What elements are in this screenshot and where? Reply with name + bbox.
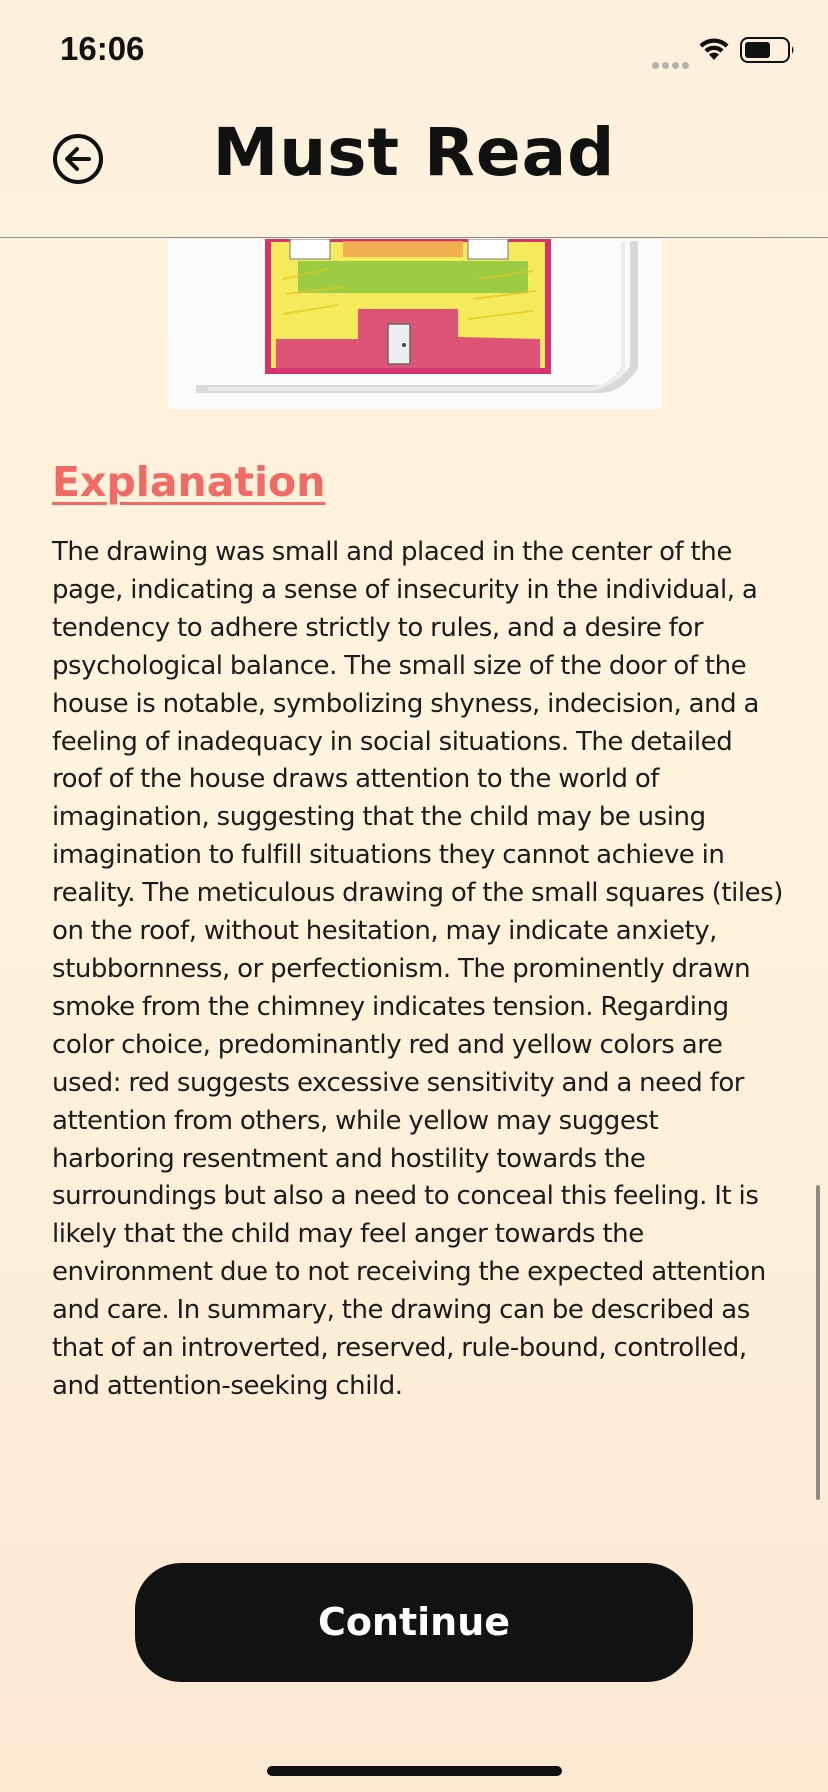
header: [0, 100, 828, 238]
battery-icon: [740, 37, 796, 63]
explanation-heading: Explanation: [52, 458, 326, 506]
scrollbar[interactable]: [816, 1185, 820, 1500]
continue-button[interactable]: Continue: [135, 1563, 693, 1682]
house-drawing-icon: [168, 239, 661, 409]
house-drawing-image: [168, 239, 661, 409]
wifi-icon: [697, 36, 731, 62]
status-bar: [0, 0, 828, 100]
signal-dots-icon: [652, 54, 692, 73]
home-indicator: [267, 1766, 562, 1776]
page-title: Must Read: [212, 114, 616, 191]
status-time: 16:06: [60, 30, 145, 67]
explanation-text: The drawing was small and placed in the center of the page, indicating a sense of insecurity in the individual, a tendency to adhere strictly to rules, and a desire for psychological balance. The small size of the door of the house is notable, symbolizing shyness, indecision, and a feeling of inadequacy in social situations. The detailed roof of the house draws attention to the world of imagination, suggesting that the child may be using imagination to fulfill situations they cannot achieve in reality. The meticulous drawing of the small squares (tiles) on the roof, without hesitation, may indicate anxiety, stubbornness, or perfectionism. The prominently drawn smoke from the chimney indicates tension. Regarding color choice, predominantly red and yellow colors are used: red suggests excessive sensitivity and a need for attention from others, while yellow may suggest harboring resentment and hostility towards the surroundings but also a need to conceal this feeling. It is likely that the child may feel anger towards the environment due to not receiving the expected attention and care. In summary, the drawing can be described as that of an introverted, reserved, rule-bound, controlled, and attention-seeking child.: [52, 537, 783, 1401]
